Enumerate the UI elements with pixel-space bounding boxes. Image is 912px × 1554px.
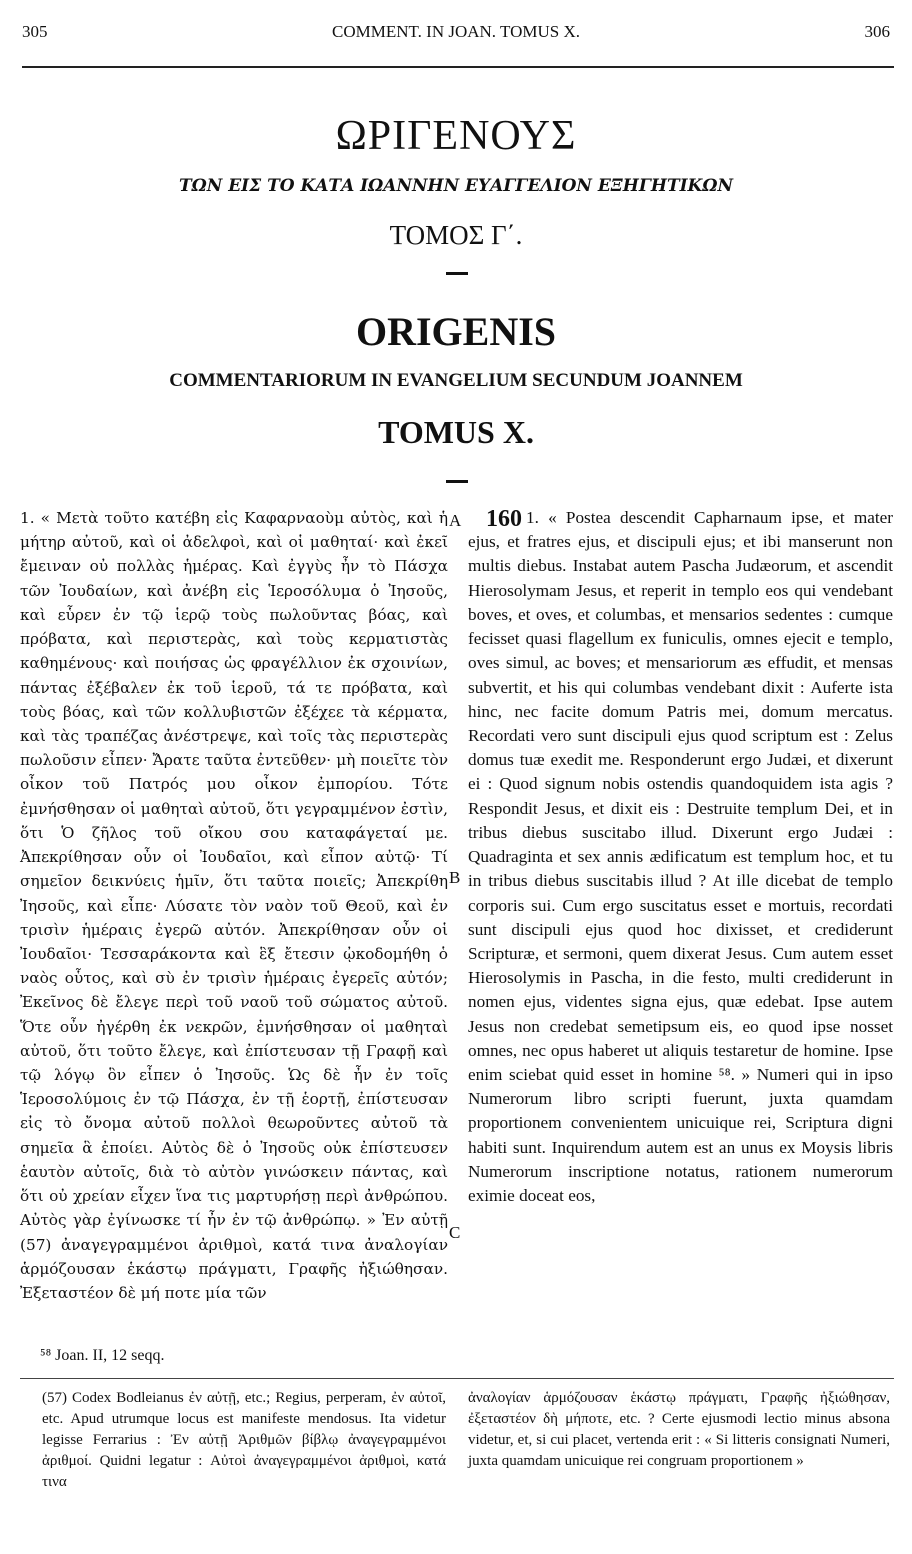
latin-tomus: TOMUS X.: [378, 414, 534, 450]
title-dash: [446, 480, 468, 483]
margin-letter-c: C: [449, 1223, 461, 1242]
header-rule: [22, 66, 894, 68]
footnote-rule: [20, 1378, 894, 1379]
footnote-58: ⁵⁸ Joan. II, 12 seqq.: [40, 1347, 165, 1364]
column-number: 160: [486, 506, 522, 532]
latin-title: ORIGENIS: [355, 309, 557, 354]
page-number-right: 306: [864, 22, 890, 41]
latin-text-column: 1. « Postea descendit Capharnaum ipse, et mater ejus, et fratres ejus, et discipuli ejus; et ibi manserunt non multis diebus. Instabat autem Pascha Judæorum, et ascendit Hierosolymam Jesus, et reperit in templo eos qui vendebant boves, et oves, et columbas, et mensarios sedentes : cumque fecisset quasi flagellum ex funiculis, omnes ejecit e templo, oves simul, ac boves; et mensariorum æs effudit, et mensas subvertit, et his qui columbas vendebant dixit : Auferte ista hinc, nec facite domum Patris mei, domum mercatus. Recordati vero sunt discipuli ejus quod scriptum est : Zelus domus tuæ exedit me. Responderunt ergo Judæi, et dixerunt ei : Quod signum nobis ostendis quandoquidem ista agis ? Respondit Jesus, et dixit eis : Destruite templum Dei, et in tribus diebus suscitabo illud. Dixerunt ergo Judæi : Quadraginta et sex annis ædificatum est templum hoc, et tu in tribus diebus suscitabis illud ? At ille dicebat de templo corporis sui. Cum ergo suscitatus esset e mortuis, recordati sunt discipuli ejus quod hoc dixisset, et crediderunt Scripturæ, et sermoni, quem dixerat Jesus. Cum autem esset Hierosolymis in Pascha, in die festo, multi crediderunt in nomen ejus, videntes signa ejus, quæ edebat. Ipse autem Jesus non credebat semetipsum eis, eo quod ipse nosset omnes, nec opus haberet ut aliquis testaretur de homine. Ipse enim sciebat quid esset in homine ⁵⁸. » Numeri qui in ipso Numerorum libro scripti fuerunt, juxta quamdam proportionem convenientem unicuique rei, Scriptura digni habiti sunt. Inquirendum autem est an unus ex Moysis libris Numerorum inscriptione notatus, rationem numerorum eximie doceat eos,: [468, 508, 893, 1206]
latin-subtitle: COMMENTARIORUM IN EVANGELIUM SECUNDUM JOANNEM: [169, 370, 743, 391]
greek-text-column: 1. « Μετὰ τοῦτο κατέβη εἰς Καφαρναοὺμ αὐτὸς, καὶ ἡ μήτηρ αὐτοῦ, καὶ οἱ ἀδελφοὶ, καὶ οἱ μαθηταί· καὶ ἐκεῖ ἔμειναν οὐ πολλὰς ἡμέρας. Καὶ ἐγγὺς ἦν τὸ Πάσχα τῶν Ἰουδαίων, καὶ ἀνέβη εἰς Ἱεροσόλυμα ὁ Ἰησοῦς, καὶ εὗρεν ἐν τῷ ἱερῷ τοὺς πωλοῦντας βόας, καὶ πρόβατα, καὶ περιστερὰς, καὶ τοὺς κερματιστὰς καθημένους· καὶ ποιήσας ὡς φραγέλλιον ἐκ σχοινίων, πάντας ἐξέβαλεν ἐκ τοῦ ἱεροῦ, τά τε πρόβατα, καὶ τοὺς βόας, καὶ τῶν κολλυβιστῶν ἐξέχεε τὰ κέρματα, καὶ τὰς τραπέζας ἀνέστρεψε, καὶ τοῖς τὰς περιστερὰς πωλοῦσιν εἶπεν· Ἄρατε ταῦτα ἐντεῦθεν· μὴ ποιεῖτε τὸν οἶκον τοῦ Πατρός μου οἶκον ἐμπορίου. Τότε ἐμνήσθησαν οἱ μαθηταὶ αὐτοῦ, ὅτι γεγραμμένον ἐστὶν, ὅτι Ὁ ζῆλος τοῦ οἴκου σου καταφάγεταί με. Ἀπεκρίθησαν οὖν οἱ Ἰουδαῖοι, καὶ εἶπον αὐτῷ· Τί σημεῖον δεικνύεις ἡμῖν, ὅτι ταῦτα ποιεῖς; Ἀπεκρίθη Ἰησοῦς, καὶ εἶπε· Λύσατε τὸν ναὸν τοῦ Θεοῦ, καὶ ἐν τρισὶν ἡμέραις ἐγερῶ αὐτόν. Ἀπεκρίθησαν οὖν οἱ Ἰουδαῖοι· Τεσσαράκοντα καὶ ἓξ ἔτεσιν ᾠκοδομήθη ὁ ναὸς οὗτος, καὶ σὺ ἐν τρισὶν ἡμέραις ἐγερεῖς αὐτόν; Ἐκεῖνος δὲ ἔλεγε περὶ τοῦ ναοῦ τοῦ σώματος αὐτοῦ. Ὅτε οὖν ἠγέρθη ἐκ νεκρῶν, ἐμνήσθησαν οἱ μαθηταὶ αὐτοῦ, ὅτι τοῦτο ἔλεγε, καὶ ἐπίστευσαν τῇ Γραφῇ καὶ τῷ λόγῳ ὃν εἶπεν ὁ Ἰησοῦς. Ὡς δὲ ἦν ἐν τοῖς Ἱεροσολύμοις ἐν τῷ Πάσχα, ἐν τῇ ἑορτῇ, ἐπίστευσαν εἰς τὸ ὄνομα αὐτοῦ πολλοὶ θεωροῦντες αὐτοῦ τὰ σημεῖα ἃ ἐποίει. Αὐτὸς δὲ ὁ Ἰησοῦς οὐκ ἐπίστευσεν ἑαυτὸν αὐτοῖς, διὰ τὸ αὐτὸν γινώσκειν πάντας, καὶ ὅτι οὐ χρείαν εἶχεν ἵνα τις μαρτυρήσῃ περὶ ἀνθρώπου. Αὐτὸς γὰρ ἐγίνωσκε τί ἦν ἐν τῷ ἀνθρώπῳ. » Ἐν αὐτῇ (57) ἀναγεγραμμένοι ἀριθμοὶ, κατά τινα ἀναλογίαν ἁρμόζουσαν ἑκάστῳ πράγματι, Γραφῆς ἠξιώθησαν. Ἐξεταστέον δὲ μή ποτε μία τῶν: [20, 509, 448, 1302]
margin-letter-b: B: [449, 868, 461, 887]
title-dash: [446, 272, 468, 275]
greek-tomos: ΤΟΜΟΣ Γ΄.: [389, 220, 523, 250]
margin-letter-a: A: [449, 511, 462, 530]
greek-subtitle: ΤΩΝ ΕΙΣ ΤΟ ΚΑΤΑ ΙΩΑΝΝΗΝ ΕΥΑΓΓΕΛΙΟΝ ΕΞΗΓΗΤΙΚΩΝ: [178, 176, 733, 196]
page-number-left: 305: [22, 22, 48, 41]
running-title: COMMENT. IN JOAN. TOMUS X.: [332, 22, 580, 41]
note-57-right: ἀναλογίαν ἁρμόζουσαν ἑκάστῳ πράγματι, Γραφῆς ἠξιώθησαν, ἐξεταστέον δὴ μήποτε, etc. ? Certe ejusmodi lectio minus absona videtur, et, si cui placet, vertenda erit : « Si litteris consignati Numeri, juxta quamdam unicuique rei congruam proportionem »: [468, 1390, 890, 1469]
greek-title: ΩΡΙΓΕΝΟΥΣ: [335, 113, 577, 159]
note-57-left: (57) Codex Bodleianus ἐν αὐτῇ, etc.; Regius, perperam, ἐν αὐτοῖ, etc. Apud utrumque locus est manifeste mendosus. Ita videtur legisse Ferrarius : Ἐν αὐτῇ Ἀριθμῶν βίβλῳ ἀναγεγραμμένοι ἀριθμοί. Quidni legatur : Αὐτοὶ ἀναγεγραμμένοι ἀριθμοὶ, κατά τινα: [42, 1390, 446, 1490]
